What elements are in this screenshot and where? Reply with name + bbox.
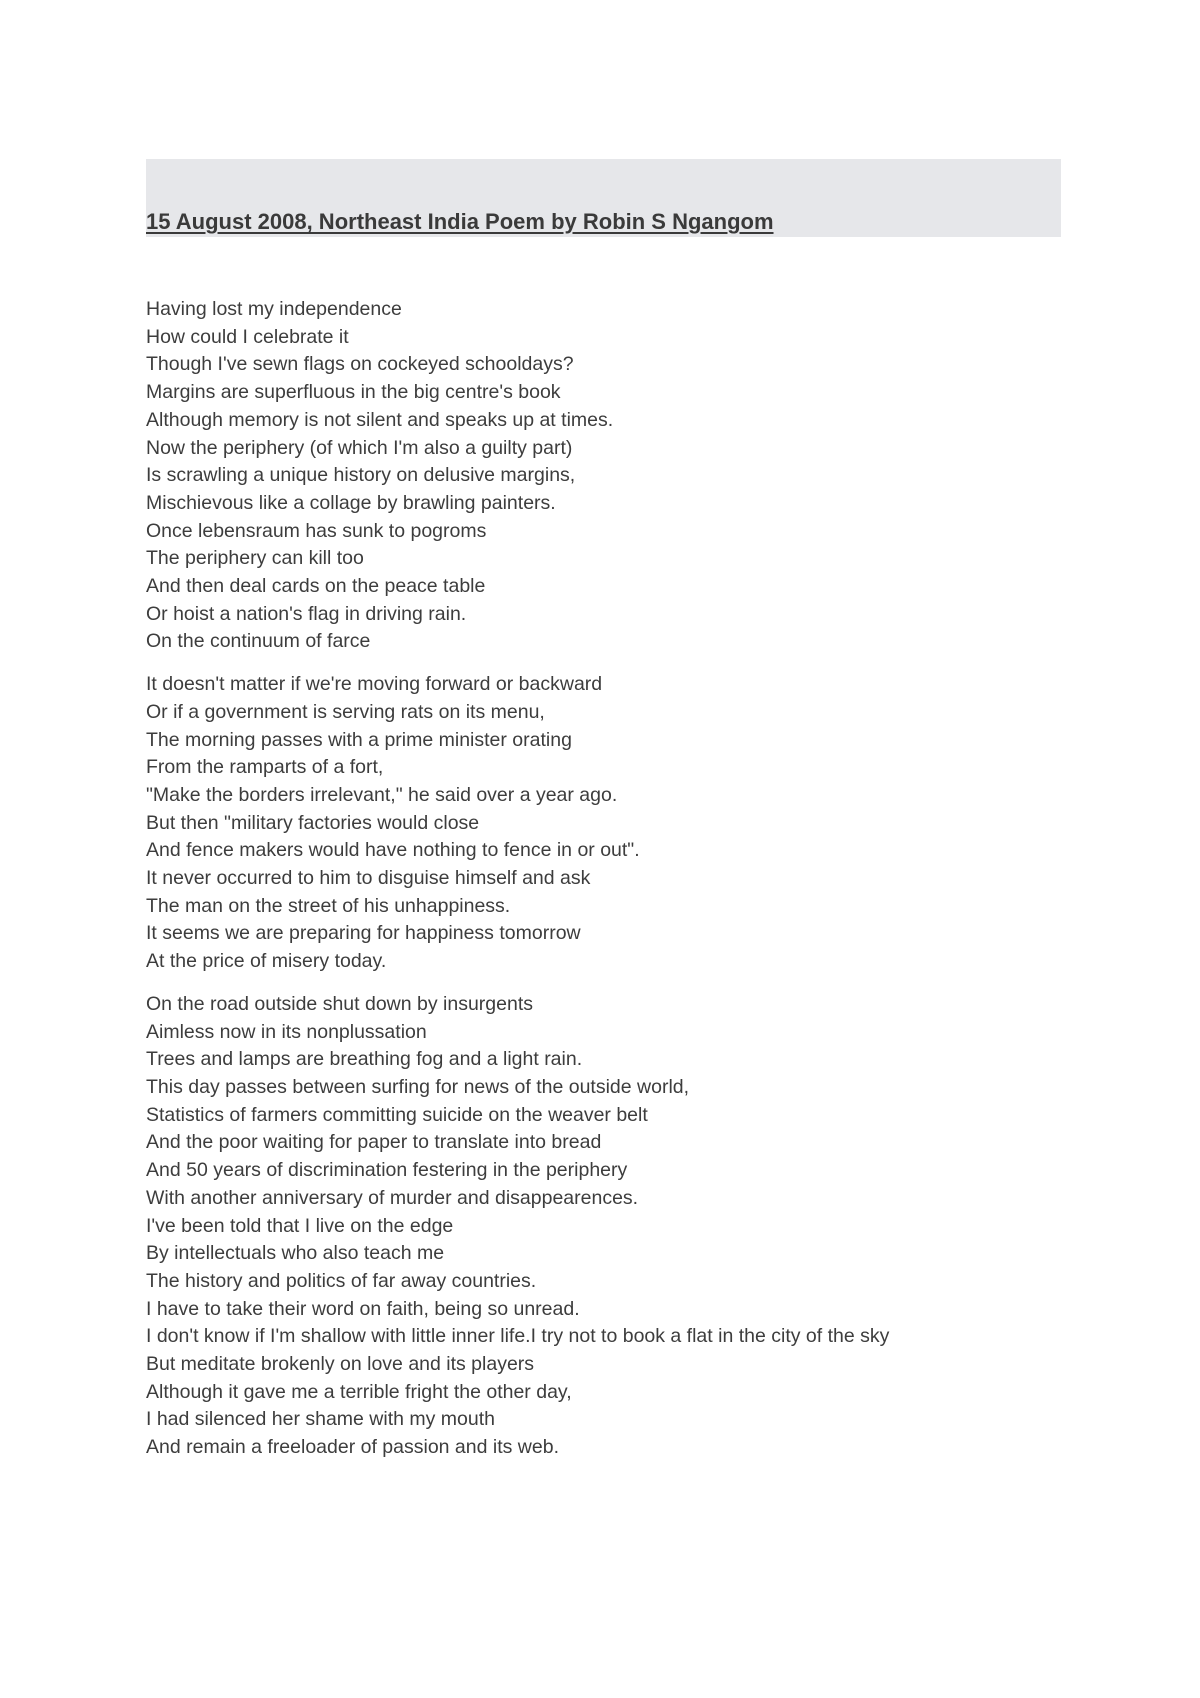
poem-line: Or if a government is serving rats on its menu, (146, 700, 545, 723)
poem-line: I've been told that I live on the edge (146, 1214, 454, 1237)
poem-line: And the poor waiting for paper to translate into bread (146, 1131, 602, 1154)
poem-line: But then "military factories would close (146, 811, 480, 834)
poem-line: Although memory is not silent and speaks up at times. (146, 408, 614, 431)
poem-line: The history and politics of far away countries. (146, 1269, 537, 1292)
poem-line: And remain a freeloader of passion and its web. (146, 1436, 559, 1459)
poem-line: It seems we are preparing for happiness tomorrow (146, 922, 581, 945)
poem-line: The periphery can kill too (146, 547, 364, 570)
page-title: 15 August 2008, Northeast India Poem by Robin S Ngangom (146, 209, 774, 234)
poem-line: Once lebensraum has sunk to pogroms (146, 519, 487, 542)
poem-line: The man on the street of his unhappiness. (146, 894, 511, 917)
poem-line: Statistics of farmers committing suicide on the weaver belt (146, 1103, 648, 1126)
poem-line: This day passes between surfing for news of the outside world, (146, 1075, 690, 1098)
poem-line: Now the periphery (of which I'm also a guilty part) (146, 436, 573, 459)
poem-line: Mischievous like a collage by brawling painters. (146, 491, 556, 514)
poem-line: Though I've sewn flags on cockeyed schooldays? (146, 353, 574, 376)
poem-line: I have to take their word on faith, being so unread. (146, 1297, 580, 1320)
stanza-1 (146, 296, 1146, 656)
poem-line: The morning passes with a prime minister orating (146, 728, 572, 751)
stanza-2 (146, 671, 1146, 976)
poem-line: And 50 years of discrimination festering in the periphery (146, 1159, 628, 1182)
poem-line: Or hoist a nation's flag in driving rain. (146, 602, 467, 625)
poem-line: With another anniversary of murder and disappearences. (146, 1186, 639, 1209)
poem-line: But meditate brokenly on love and its players (146, 1353, 535, 1376)
poem-line: And fence makers would have nothing to fence in or out". (146, 839, 640, 862)
poem-line: On the road outside shut down by insurgents (146, 992, 533, 1015)
poem-body (146, 296, 1146, 1477)
poem-line: Although it gave me a terrible fright the other day, (146, 1380, 572, 1403)
poem-line: It doesn't matter if we're moving forward or backward (146, 673, 603, 696)
poem-line: At the price of misery today. (146, 950, 387, 973)
poem-line: I don't know if I'm shallow with little inner life.I try not to book a flat in the city of the sky (146, 1325, 890, 1348)
poem-line: Is scrawling a unique history on delusive margins, (146, 464, 576, 487)
poem-line: It never occurred to him to disguise himself and ask (146, 867, 591, 890)
poem-line: And then deal cards on the peace table (146, 575, 486, 598)
poem-line: How could I celebrate it (146, 325, 349, 348)
stanza-3 (146, 991, 1146, 1462)
poem-line: From the ramparts of a fort, (146, 756, 384, 779)
poem-line: On the continuum of farce (146, 630, 371, 653)
poem-line: Having lost my independence (146, 298, 402, 320)
poem-line: Aimless now in its nonplussation (146, 1020, 427, 1043)
poem-line: Trees and lamps are breathing fog and a light rain. (146, 1048, 583, 1071)
poem-line: "Make the borders irrelevant," he said over a year ago. (146, 783, 618, 806)
poem-line: I had silenced her shame with my mouth (146, 1408, 496, 1431)
poem-line: Margins are superfluous in the big centre's book (146, 381, 561, 404)
poem-line: By intellectuals who also teach me (146, 1242, 445, 1265)
